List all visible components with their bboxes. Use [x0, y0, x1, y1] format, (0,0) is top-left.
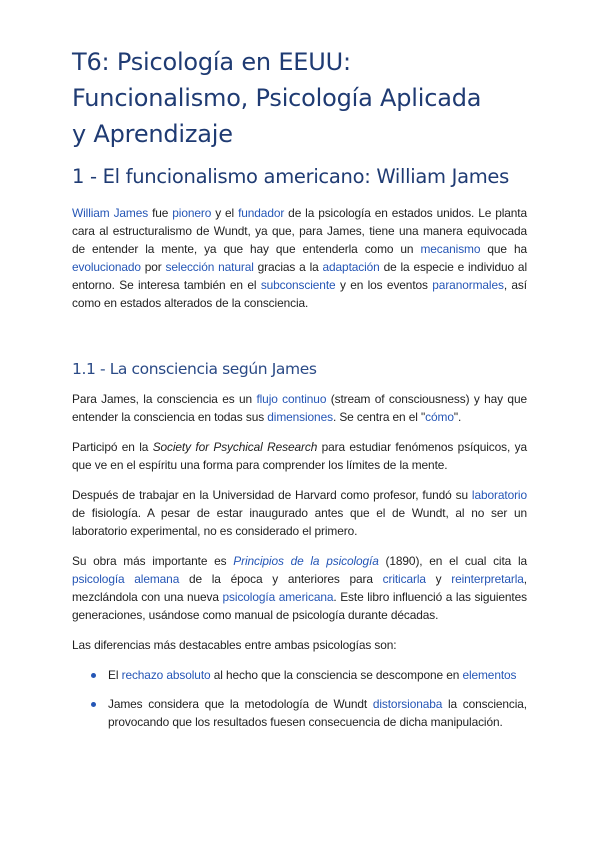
title-line-1: T6: Psicología en EEUU:	[72, 48, 351, 76]
keyword: rechazo absoluto	[121, 668, 211, 682]
italic-text: Society for Psychical Research	[152, 440, 318, 454]
text-run: . Este libro influenció a las siguientes generaciones, usándose como manual de psicología durante décadas.	[72, 590, 527, 622]
text-run: (stream of consciousness) y hay que entender la consciencia en todas sus	[72, 392, 527, 424]
document-page	[72, 44, 527, 742]
text-run: , mezclándola con una nueva	[72, 572, 527, 604]
list-item-text	[108, 668, 516, 682]
text-run: fue	[148, 206, 173, 220]
section-heading: 1 - El funcionalismo americano: William James	[72, 165, 509, 188]
keyword: elementos	[462, 668, 517, 682]
text-run: y el	[211, 206, 239, 220]
paragraph-flujo	[72, 390, 527, 426]
list-item	[72, 695, 527, 731]
text-run: James considera que la metodología de Wundt	[108, 697, 373, 711]
keyword: fundador	[238, 206, 285, 220]
text-run: . Se centra en el "	[332, 410, 426, 424]
keyword: psicología americana	[222, 590, 334, 604]
keyword: laboratorio	[471, 488, 527, 502]
keyword: flujo continuo	[256, 392, 327, 406]
keyword: distorsionaba	[372, 697, 443, 711]
text-run: gracias a la	[253, 260, 323, 274]
text-run: Las diferencias más destacables entre ambas psicologías son:	[72, 638, 397, 652]
text-run: ".	[453, 410, 462, 424]
text-run: Participó en la	[72, 440, 153, 454]
text-run: El	[108, 668, 122, 682]
text-run: de fisiología. A pesar de estar inaugurado antes que el de Wundt, al no ser un laboratorio experimental, no es considerado el primero.	[72, 506, 527, 538]
list-item	[72, 666, 527, 684]
bullet-icon	[91, 702, 96, 707]
keyword: subconsciente	[260, 278, 336, 292]
differences-list	[72, 666, 527, 731]
text-run: y	[425, 572, 452, 586]
keyword: adaptación	[322, 260, 380, 274]
keyword: criticarla	[382, 572, 426, 586]
text-run: por	[140, 260, 166, 274]
text-run: y en los eventos	[335, 278, 433, 292]
text-run: al hecho que la consciencia se descompone en	[210, 668, 463, 682]
keyword: pionero	[172, 206, 212, 220]
keyword: paranormales	[432, 278, 504, 292]
text-run: de la psicología en estados unidos. Le planta cara al estructuralismo de Wundt, ya que, para James, tiene una manera equivocada de entender la mente, ya que hay que entenderla como un	[72, 206, 528, 256]
text-run: la consciencia, provocando que los resultados fuesen consecuencia de dicha manipulación.	[108, 697, 527, 729]
keyword: reinterpretarla	[451, 572, 524, 586]
title-line-2: Funcionalismo, Psicología Aplicada	[72, 84, 482, 112]
paragraph-laboratorio	[72, 486, 527, 540]
paragraph-diferencias	[72, 636, 527, 654]
keyword: William James	[72, 206, 149, 220]
text-run: , así como en estados alterados de la consciencia.	[72, 278, 527, 310]
text-run: que ha	[480, 242, 527, 256]
keyword-italic: Principios de la psicología	[233, 554, 379, 568]
text-run: Para James, la consciencia es un	[72, 392, 257, 406]
keyword: dimensiones	[267, 410, 333, 424]
bullet-icon	[91, 673, 96, 678]
keyword: psicología alemana	[72, 572, 180, 586]
intro-paragraph	[72, 204, 527, 312]
text-run: Su obra más importante es	[72, 554, 234, 568]
title-line-3: y Aprendizaje	[72, 120, 233, 148]
subsection-heading: 1.1 - La consciencia según James	[72, 360, 317, 378]
text-run: (1890), en el cual cita la	[378, 554, 527, 568]
paragraph-principios	[72, 552, 527, 624]
text-run: de la especie e individuo al entorno. Se interesa también en el	[72, 260, 527, 292]
text-run: Después de trabajar en la Universidad de Harvard como profesor, fundó su	[72, 488, 472, 502]
text-run: para estudiar fenómenos psíquicos, ya que ve en el espíritu una forma para comprender los límites de la mente.	[72, 440, 527, 472]
document-title	[72, 44, 527, 152]
keyword: selección natural	[165, 260, 254, 274]
list-item-text	[108, 697, 527, 729]
keyword: mecanismo	[420, 242, 481, 256]
paragraph-society	[72, 438, 527, 474]
keyword: evolucionado	[72, 260, 141, 274]
text-run: de la época y anteriores para	[179, 572, 383, 586]
keyword: cómo	[425, 410, 454, 424]
